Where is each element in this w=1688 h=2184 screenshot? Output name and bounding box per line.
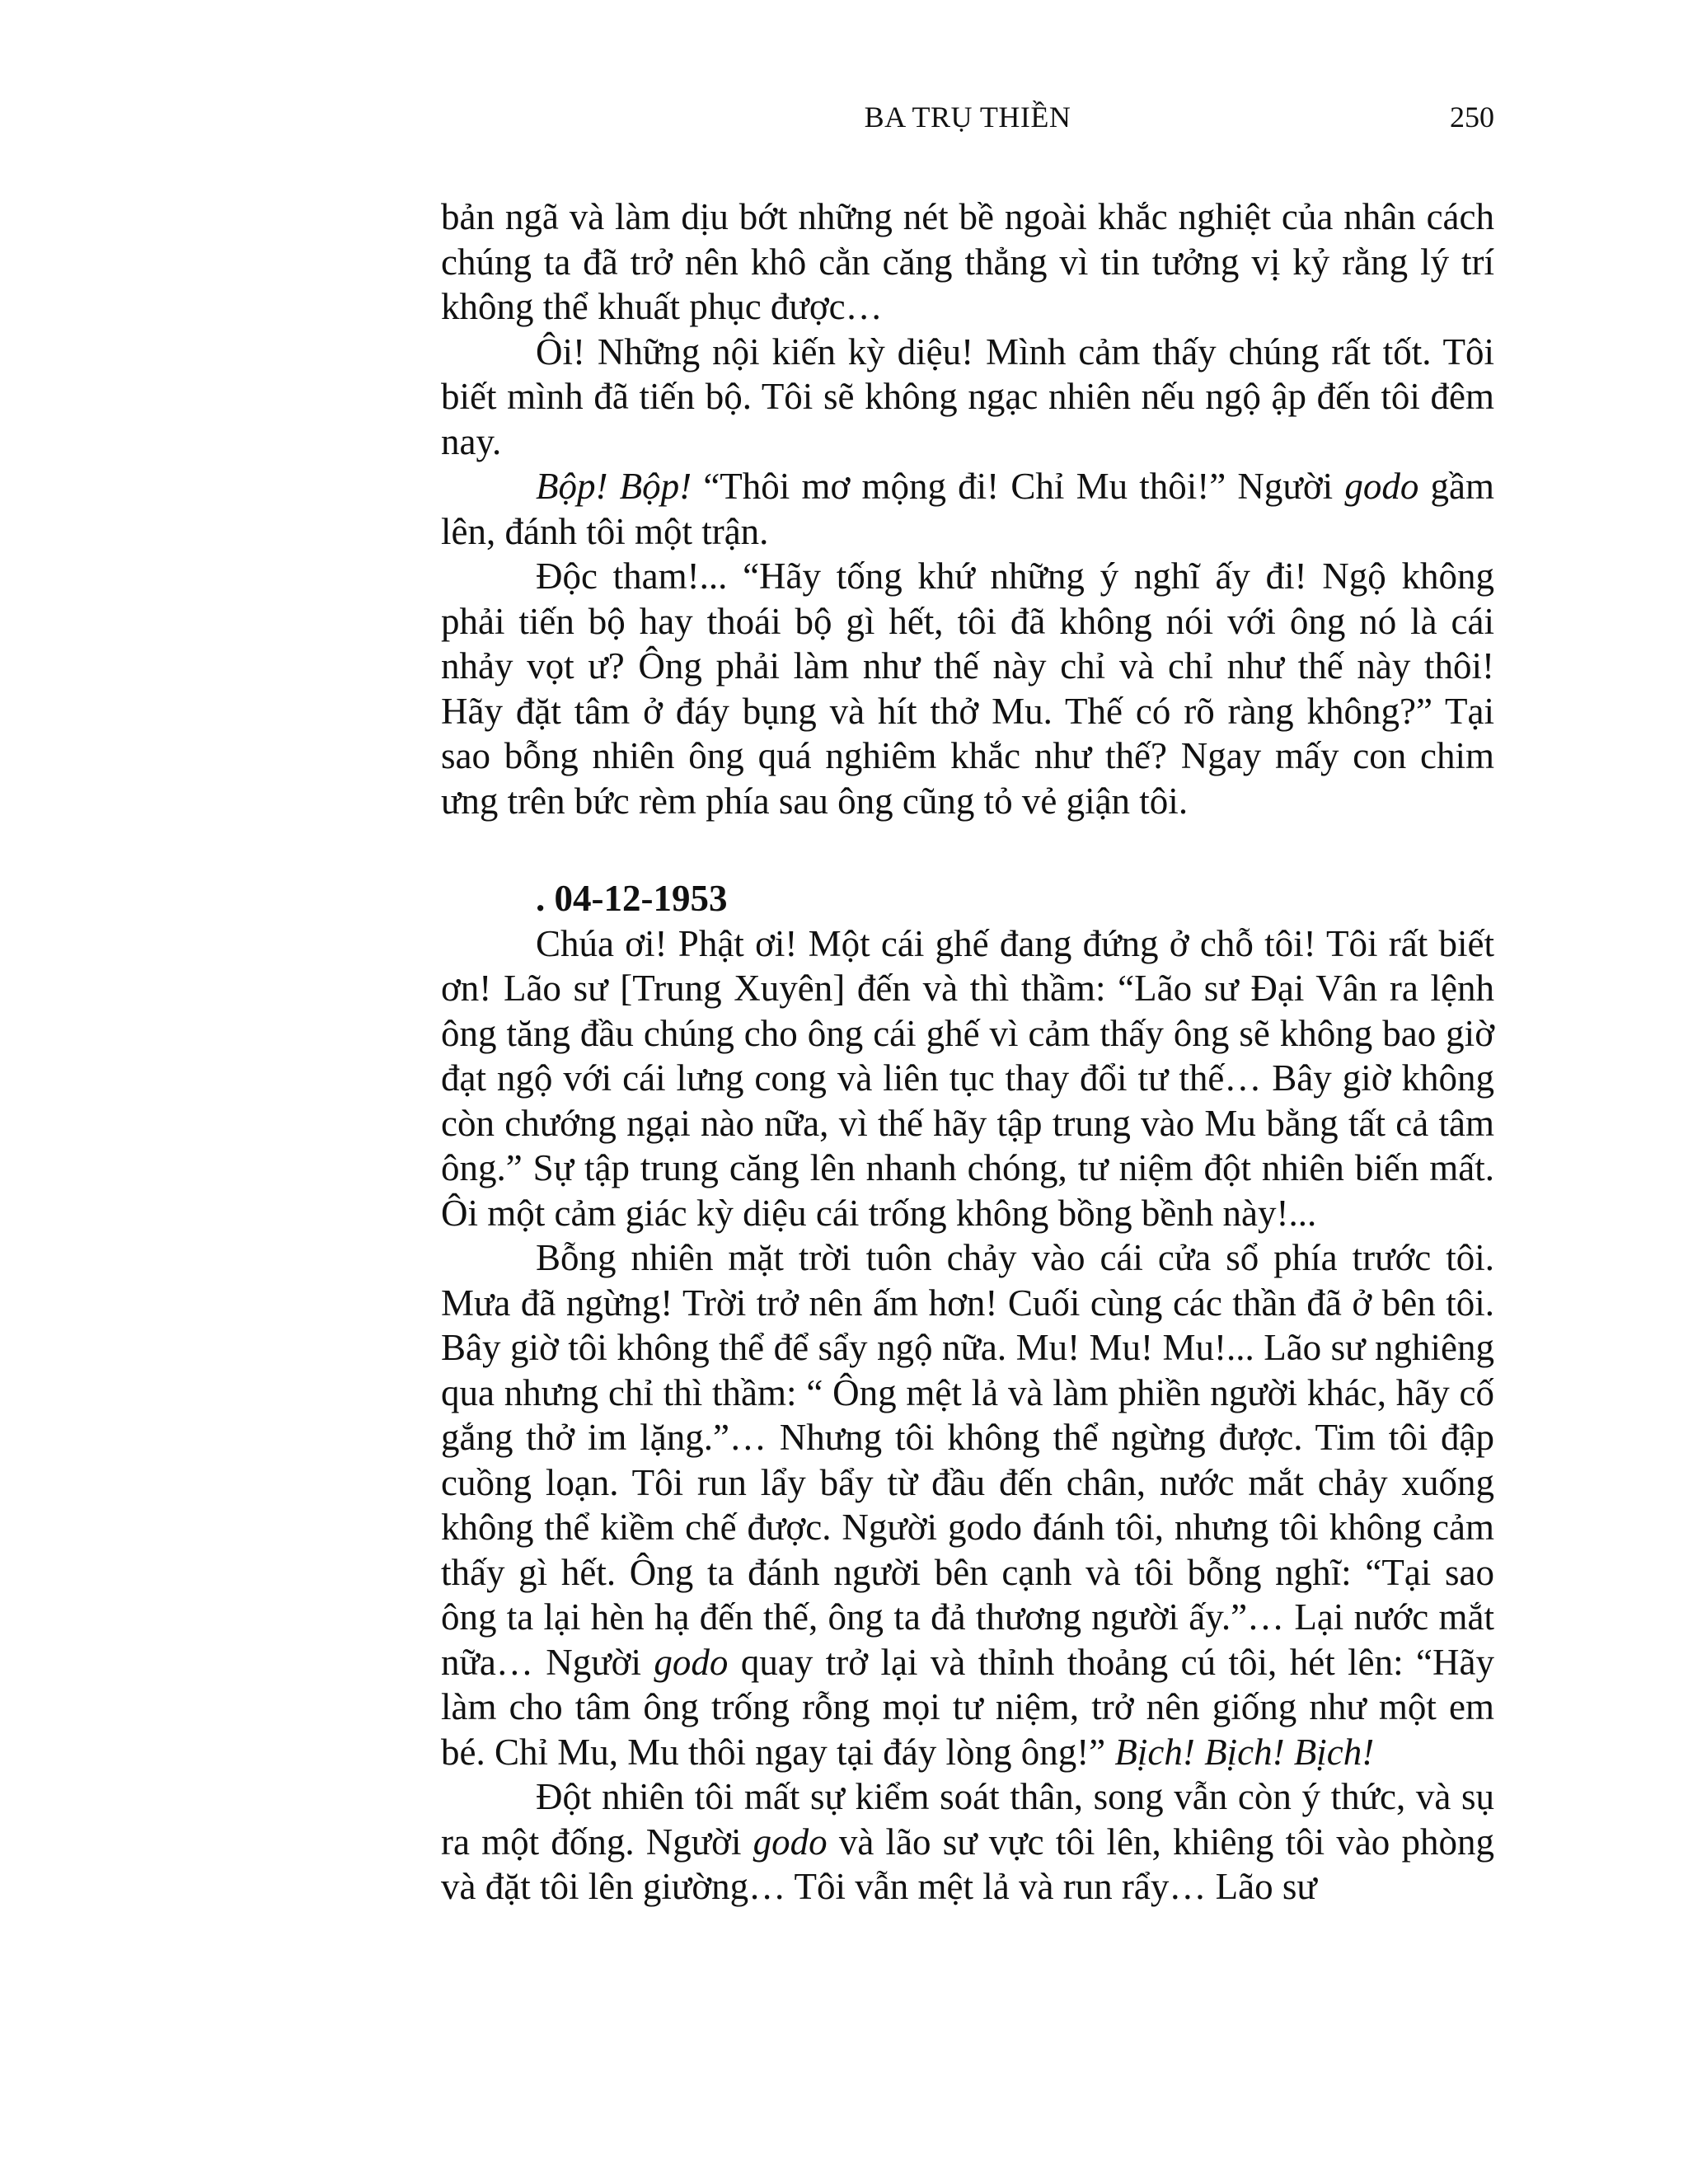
- paragraph: [441, 554, 1494, 823]
- text-run: Bỗng nhiên mặt trời tuôn chảy vào cái cửa sổ phía trước tôi. Mưa đã ngừng! Trời trở nên ấm hơn! Cuối cùng các thần đã ở bên tôi. Bây giờ tôi không thể để sẩy ngộ nữa. Mu! Mu! Mu!... Lão sư nghiêng qua nhưng chỉ thì thầm: “ Ông mệt lả và làm phiền người khác, hãy cố gắng thở im lặng.”… Nhưng tôi không thể ngừng được. Tim tôi đập cuồng loạn. Tôi run lẩy bẩy từ đầu đến chân, nước mắt chảy xuống không thể kiềm chế được. Người godo đánh tôi, nhưng tôi không cảm thấy gì hết. Ông ta đánh người bên cạnh và tôi bỗng nghĩ: “Tại sao ông ta lại hèn hạ đến thế, ông ta đả thương người ấy.”… Lại nước mắt nữa… Người: [441, 1237, 1494, 1683]
- text-run: Ôi! Những nội kiến kỳ diệu! Mình cảm thấy chúng rất tốt. Tôi biết mình đã tiến bộ. Tôi sẽ không ngạc nhiên nếu ngộ ập đến tôi đêm nay.: [441, 330, 1494, 462]
- text-run-italic: godo: [753, 1821, 828, 1863]
- text-run-italic: godo: [654, 1641, 729, 1683]
- running-title: BA TRỤ THIỀN: [864, 101, 1071, 134]
- paragraph: [441, 464, 1494, 554]
- date-heading: . 04-12-1953: [536, 878, 728, 919]
- page-header: [441, 97, 1494, 137]
- body-text: [441, 194, 1494, 1910]
- paragraph-continuation: [441, 194, 1494, 330]
- paragraph: [441, 1235, 1494, 1774]
- text-run: “Thôi mơ mộng đi! Chỉ Mu thôi!” Người: [692, 466, 1345, 507]
- text-run-italic: Bộp! Bộp!: [536, 466, 692, 507]
- text-run: Chúa ơi! Phật ơi! Một cái ghế đang đứng ở chỗ tôi! Tôi rất biết ơn! Lão sư [Trung Xuyên] đến và thì thầm: “Lão sư Đại Vân ra lệnh ông tăng đầu chúng cho ông cái ghế vì cảm thấy ông sẽ không bao giờ đạt ngộ với cái lưng cong và liên tục thay đổi tư thế… Bây giờ không còn chướng ngại nào nữa, vì thế hãy tập trung vào Mu bằng tất cả tâm ông.” Sự tập trung căng lên nhanh chóng, tư niệm đột nhiên biến mất. Ôi một cảm giác kỳ diệu cái trống không bồng bềnh này!...: [441, 922, 1494, 1234]
- text-run-italic: godo: [1344, 466, 1419, 507]
- page-number: 250: [1450, 101, 1494, 134]
- paragraph: [441, 921, 1494, 1236]
- text-run-italic: Bịch! Bịch! Bịch!: [1114, 1731, 1375, 1773]
- text-run: quay trở lại và thỉnh thoảng cú tôi, hét lên: “Hãy làm cho tâm ông trống rỗng mọi tư niệm, trở nên giống như một em bé. Chỉ Mu, Mu thôi ngay tại đáy lòng ông!”: [441, 1641, 1494, 1773]
- diary-entry-date: [441, 876, 1494, 921]
- text-run: gầm lên, đánh tôi một trận.: [441, 466, 1494, 552]
- paragraph: [441, 1774, 1494, 1910]
- text-run: bản ngã và làm dịu bớt những nét bề ngoài khắc nghiệt của nhân cách chúng ta đã trở nên khô cằn căng thẳng vì tin tưởng vị kỷ rằng lý trí không thể khuất phục được…: [441, 196, 1494, 327]
- text-run: và lão sư vực tôi lên, khiêng tôi vào phòng và đặt tôi lên giường… Tôi vẫn mệt lả và run rẩy… Lão sư: [441, 1821, 1494, 1907]
- text-run: Đột nhiên tôi mất sự kiểm soát thân, song vẫn còn ý thức, và sụ ra một đống. Người: [441, 1776, 1494, 1863]
- paragraph: [441, 330, 1494, 465]
- text-run: Độc tham!... “Hãy tống khứ những ý nghĩ ấy đi! Ngộ không phải tiến bộ hay thoái bộ gì hết, tôi đã không nói với ông nó là cái nhảy vọt ư? Ông phải làm như thế này chỉ và chỉ như thế này thôi! Hãy đặt tâm ở đáy bụng và hít thở Mu. Thế có rõ ràng không?” Tại sao bỗng nhiên ông quá nghiêm khắc như thế? Ngay mấy con chim ưng trên bức rèm phía sau ông cũng tỏ vẻ giận tôi.: [441, 555, 1494, 822]
